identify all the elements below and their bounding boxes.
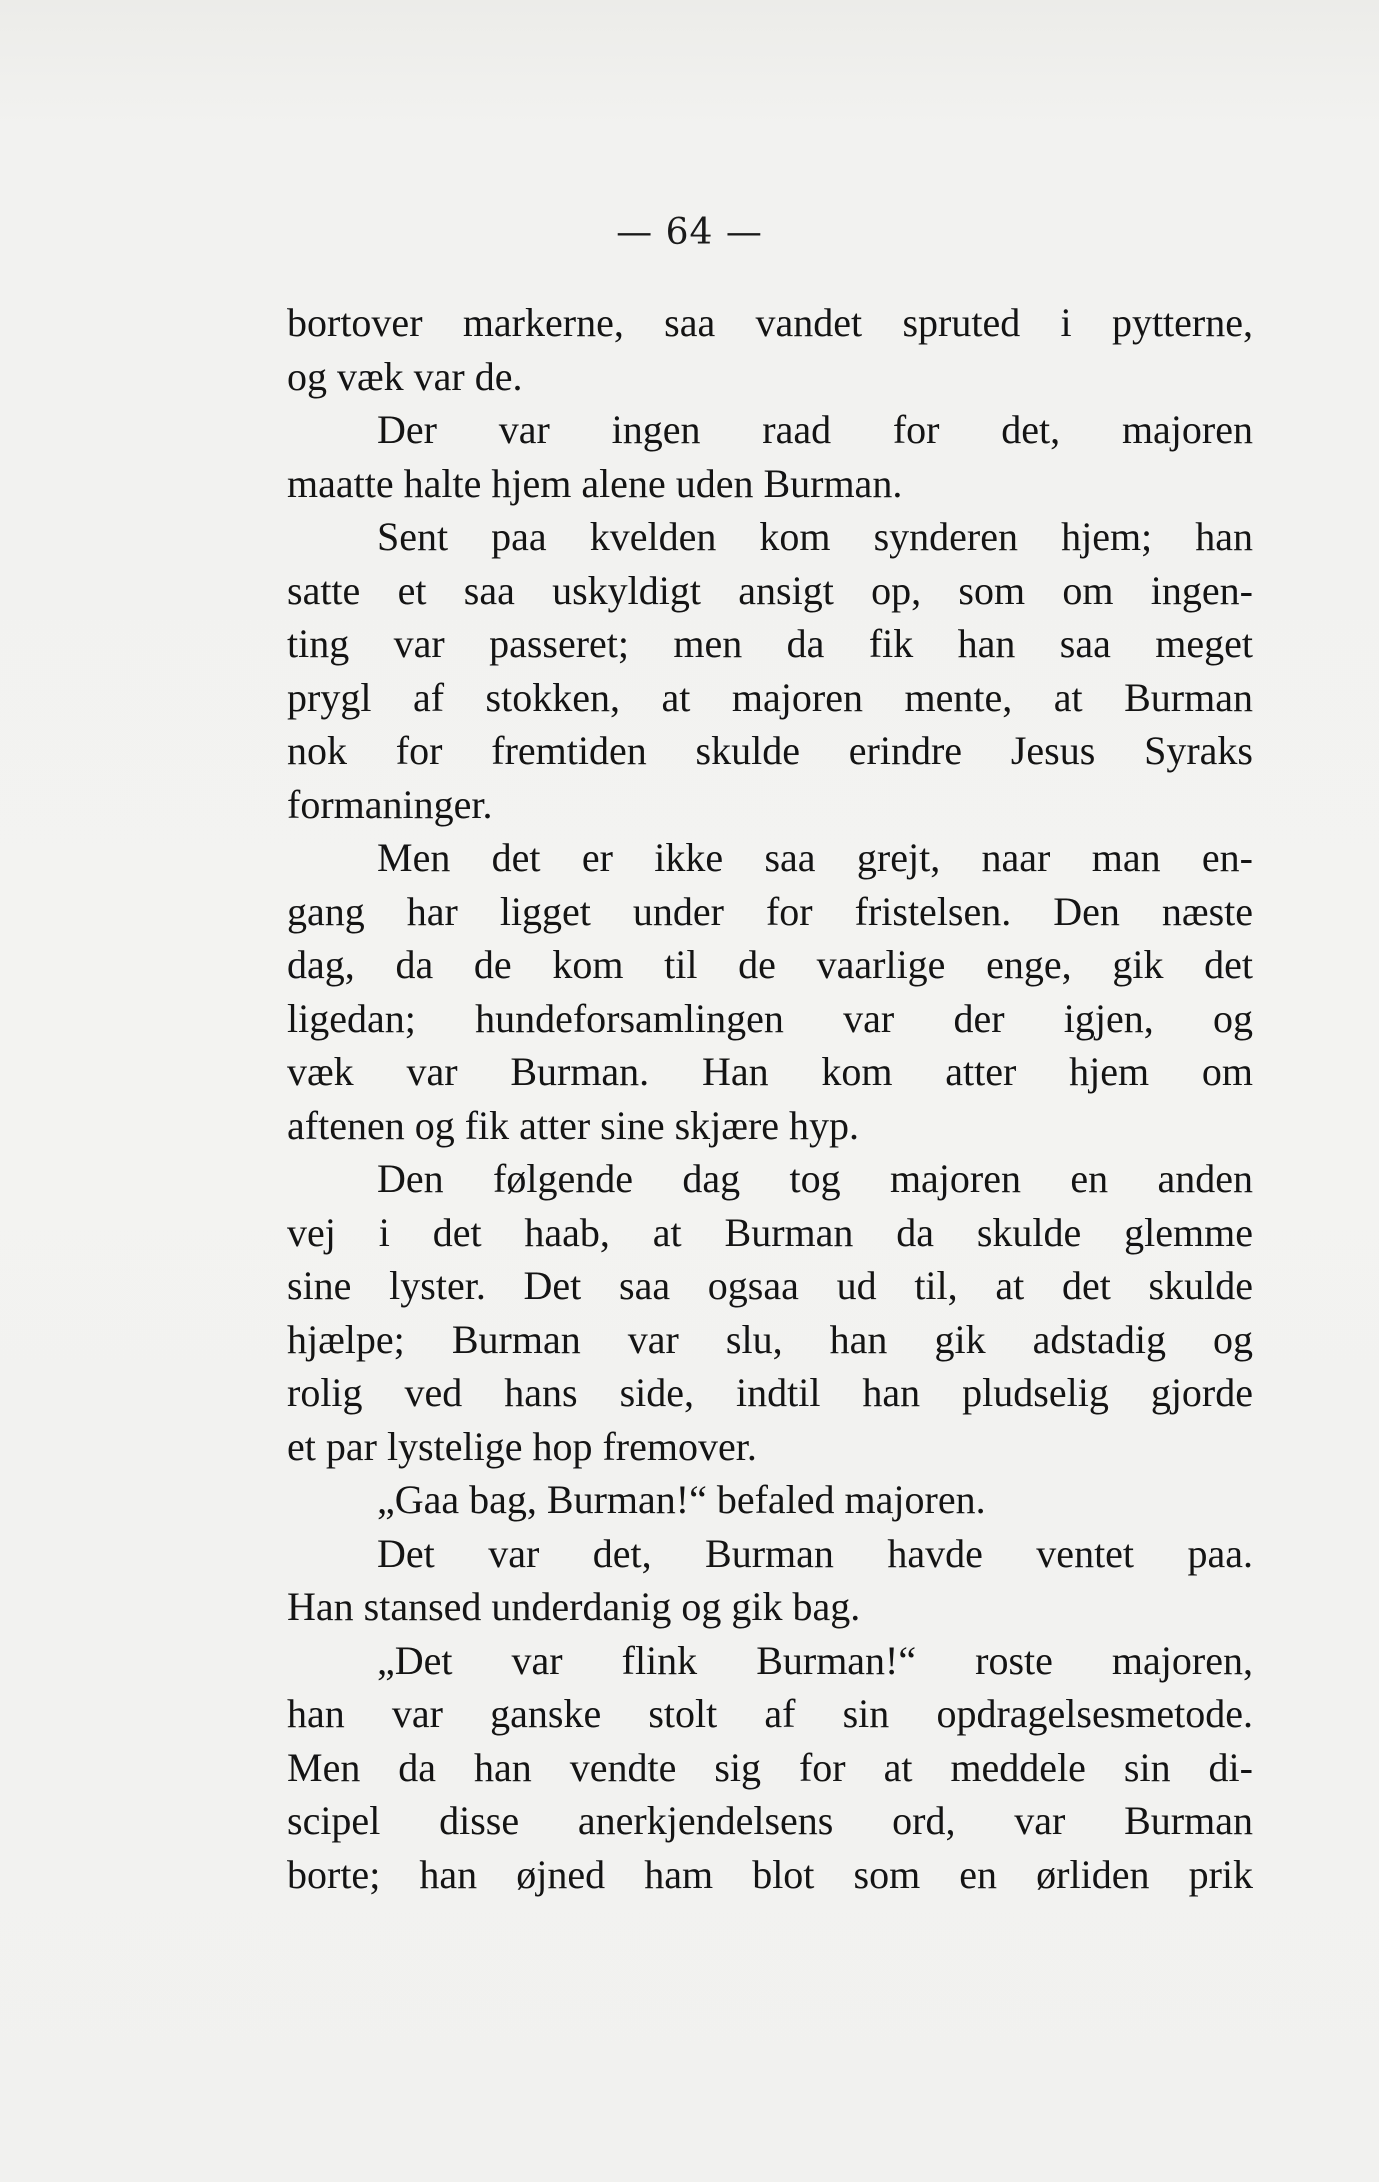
text-line: formaninger. — [287, 781, 493, 827]
text-line: rolig ved hans side, indtil han pludselig gjorde — [287, 1370, 1253, 1415]
text-line: Det var det, Burman havde ventet paa. — [377, 1530, 1253, 1576]
text-line: ting var passeret; men da fik han saa meget — [287, 621, 1253, 666]
text-line: hjælpe; Burman var slu, han gik adstadig og — [287, 1316, 1253, 1362]
text-line: „Gaa bag, Burman!“ befaled majoren. — [377, 1477, 986, 1522]
text-line: dag, da de kom til de vaarlige enge, gik det — [287, 942, 1253, 987]
text-line: Men da han vendte sig for at meddele sin di- — [287, 1744, 1253, 1790]
text-line: bortover markerne, saa vandet spruted i pytterne, — [287, 300, 1253, 345]
text-line: scipel disse anerkjendelsens ord, var Burman — [287, 1798, 1253, 1843]
text-line: aftenen og fik atter sine skjære hyp. — [287, 1102, 860, 1148]
text-line: nok for fremtiden skulde erindre Jesus Syraks — [287, 728, 1253, 773]
text-line: vej i det haab, at Burman da skulde glemme — [287, 1209, 1253, 1255]
text-line: borte; han øjned ham blot som en ørliden prik — [287, 1851, 1253, 1897]
page-number: — 64 — — [616, 212, 763, 253]
text-line: ligedan; hundeforsamlingen var der igjen, og — [287, 995, 1253, 1041]
text-line: han var ganske stolt af sin opdragelsesmetode. — [287, 1691, 1253, 1736]
text-line: sine lyster. Det saa ogsaa ud til, at det skulde — [287, 1263, 1253, 1308]
text-line: Den følgende dag tog majoren en anden — [377, 1156, 1253, 1201]
text-line: Der var ingen raad for det, majoren — [377, 407, 1253, 452]
text-line: og væk var de. — [287, 353, 523, 399]
text-line: et par lystelige hop fremover. — [287, 1423, 757, 1469]
body-text — [287, 296, 1253, 1901]
text-line: væk var Burman. Han kom atter hjem om — [287, 1049, 1253, 1094]
text-line: gang har ligget under for fristelsen. Den næste — [287, 888, 1253, 934]
text-line: Sent paa kvelden kom synderen hjem; han — [377, 514, 1253, 559]
text-line: Men det er ikke saa grejt, naar man en- — [377, 835, 1253, 880]
text-line: „Det var flink Burman!“ roste majoren, — [377, 1637, 1253, 1683]
text-line: satte et saa uskyldigt ansigt op, som om ingen- — [287, 567, 1253, 613]
text-line: maatte halte hjem alene uden Burman. — [287, 460, 903, 506]
text-line: Han stansed underdanig og gik bag. — [287, 1584, 861, 1629]
text-line: prygl af stokken, at majoren mente, at Burman — [287, 674, 1253, 720]
